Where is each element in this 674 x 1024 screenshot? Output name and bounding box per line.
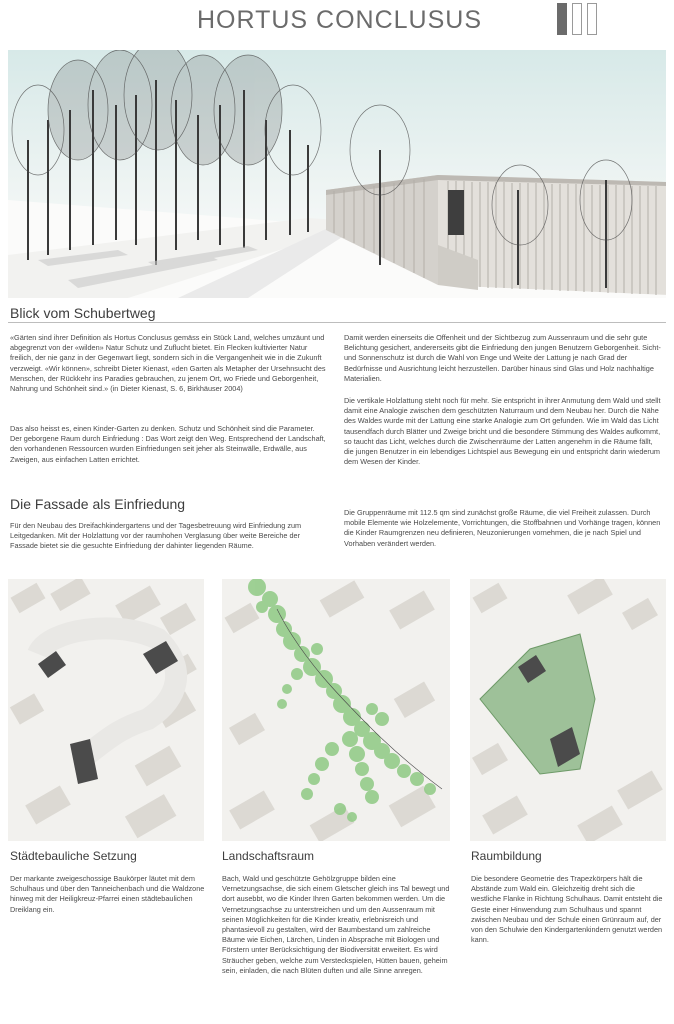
body-paragraph: Damit werden einerseits die Offenheit und der Sichtbezug zum Aussenraum und die sehr gute Belichtung gesichert, andererseits gibt die Einfriedung den jungen Benutzern Geborgenheit. Sicht- und Sonnenschutz ist durch die Wahl von Enge und Weite der Lattung je nach Grad der Bedürfnisse und Ausrichtung leicht herzustellen. Darüber hinaus sind Glas und Holz nachhaltige Materialien. xyxy=(344,333,661,383)
schubertweg-perspective-image xyxy=(8,50,666,298)
diagram-heading: Städtebauliche Setzung xyxy=(10,849,137,863)
section-heading: Die Fassade als Einfriedung xyxy=(10,496,186,512)
section-heading: Blick vom Schubertweg xyxy=(10,305,156,321)
landscape-network-map xyxy=(222,579,450,841)
body-paragraph: Die Gruppenräume mit 112.5 qm sind zunächst große Räume, die viel Freiheit zulassen. Durch mobile Elemente wie Holzelemente, Vorrichtungen, die Stoffbahnen und Vorhänge tragen, können die Kinder Raumgrenzen neu definieren, Neuzonierungen vornehmen, die je nach Spiel und Vorhaben verändert werden. xyxy=(344,508,661,548)
diagram-caption: Der markante zweigeschossige Baukörper läutet mit dem Schulhaus und über den Tanneichenbach und die Waldzone hinweg mit der Heiligkreuz-Pfarrei einen städtebaulichen Dreiklang ein. xyxy=(10,874,205,914)
title-bar-outline xyxy=(587,3,597,35)
page-title: HORTUS CONCLUSUS xyxy=(197,6,483,34)
site-plan-staedtebau xyxy=(8,579,204,841)
spatial-formation-map xyxy=(470,579,666,841)
site-plan-landschaft xyxy=(222,579,450,841)
title-bar-outline xyxy=(572,3,582,35)
divider xyxy=(8,322,666,323)
diagram-heading: Landschaftsraum xyxy=(222,849,315,863)
intro-paragraph: Das also heisst es, einen Kinder-Garten zu denken. Schutz und Schönheit sind die Parameter. Der geborgene Raum durch Einfriedung : Das Wort zeigt den Weg. Entsprechend der Landschaft, den vorhandenen Ressourcen wurden Einfriedungen seit jeher als Steinwälle, Erdwälle, aus Zweigen, aus einfachen Latten errichtet. xyxy=(10,424,326,464)
intro-paragraph: «Gärten sind ihrer Definition als Hortus Conclusus gemäss ein Stück Land, welches umzäunt und abgegrenzt von der «wilden» Natur Schutz und Zuflucht bietet. Ein Flecken kultivierter Natur freilich, der nie ganz in der Gegenwart liegt, sondern sich in die Vergangenheit wie in die Zukunft verzweigt. «Wir können», schreibt Dieter Kienast, «den Garten als Metapher der Ursehnsucht des Menschen, der Rückkehr ins Paradies gebrauchen, zu jenem Ort, wo Friede und Geborgenheit, Nahrung und Schönheit sind.» (in Dieter Kienast, S. 6, Birkhäuser 2004) xyxy=(10,333,326,394)
body-paragraph: Die vertikale Holzlattung steht noch für mehr. Sie entspricht in ihrer Anmutung dem Wald und stellt damit eine Analogie zwischen dem geschützten Naturraum und dem Neubau her. Durch die Nähe des Waldes wurde mit der Lattung eine starke Analogie zum Ort gefunden. Wie im Wald das Licht tausendfach durch Blätter und Zweige bricht und die besondere Stimmung des Waldes aufkommt, so taucht das Licht, welches durch die Zwischenräume der Latten angenehm in die Räume fällt, die jungen Benutzer in ein lebendiges Lichtspiel aus Bewegung ein und entspricht darin wiederum dem Wesen der Kinder. xyxy=(344,396,661,467)
urban-context-map xyxy=(8,579,204,841)
hero-rendering xyxy=(8,50,666,298)
title-bars-graphic xyxy=(557,3,601,35)
site-plan-raumbildung xyxy=(470,579,666,841)
diagram-caption: Bach, Wald und geschützte Gehölzgruppe bilden eine Vernetzungsachse, die sich einem Gletscher gleich ins Tal bewegt und dort ausebbt, wo die Kinder Ihren Garten bekommen werden. Um die Vernetzungsachse zu unterstreichen und um den Aussenraum mit seinen Möglichkeiten für die Kinder kreativ, erlebnisreich und phantasievoll zu gestalten, wird der Baumbestand um zahlreiche Bäume wie Eichen, Lärchen, Linden in Absprache mit Biologen und Förstern unter Berücksichtigung der Biodiversität erweitert. Es wird Sträucher geben, welche zum Versteckspielen, Hütten bauen, geheim sein, einladen, die nach Blüten duften und alle Sinne anregen. xyxy=(222,874,450,975)
diagram-caption: Die besondere Geometrie des Trapezkörpers hält die Abstände zum Wald ein. Gleichzeitig dreht sich die westliche Flanke in Richtung Schulhaus. Damit entsteht die Geste einer Hinwendung zum Schulhaus und spannt zwischen Neubau und der Schule einen Grünraum auf, der von den Schulwie den Kindergartenkindern genutzt werden kann. xyxy=(471,874,663,945)
fassade-paragraph: Für den Neubau des Dreifachkindergartens und der Tagesbetreuung wird Einfriedung zum Leitgedanken. Mit der Holzlattung vor der raumhohen Verglasung über weite Bereiche der Fassade bietet sie die gesuchte Einfriedung der dahinter liegenden Räume. xyxy=(10,521,302,551)
diagram-heading: Raumbildung xyxy=(471,849,542,863)
title-bar-filled xyxy=(557,3,567,35)
